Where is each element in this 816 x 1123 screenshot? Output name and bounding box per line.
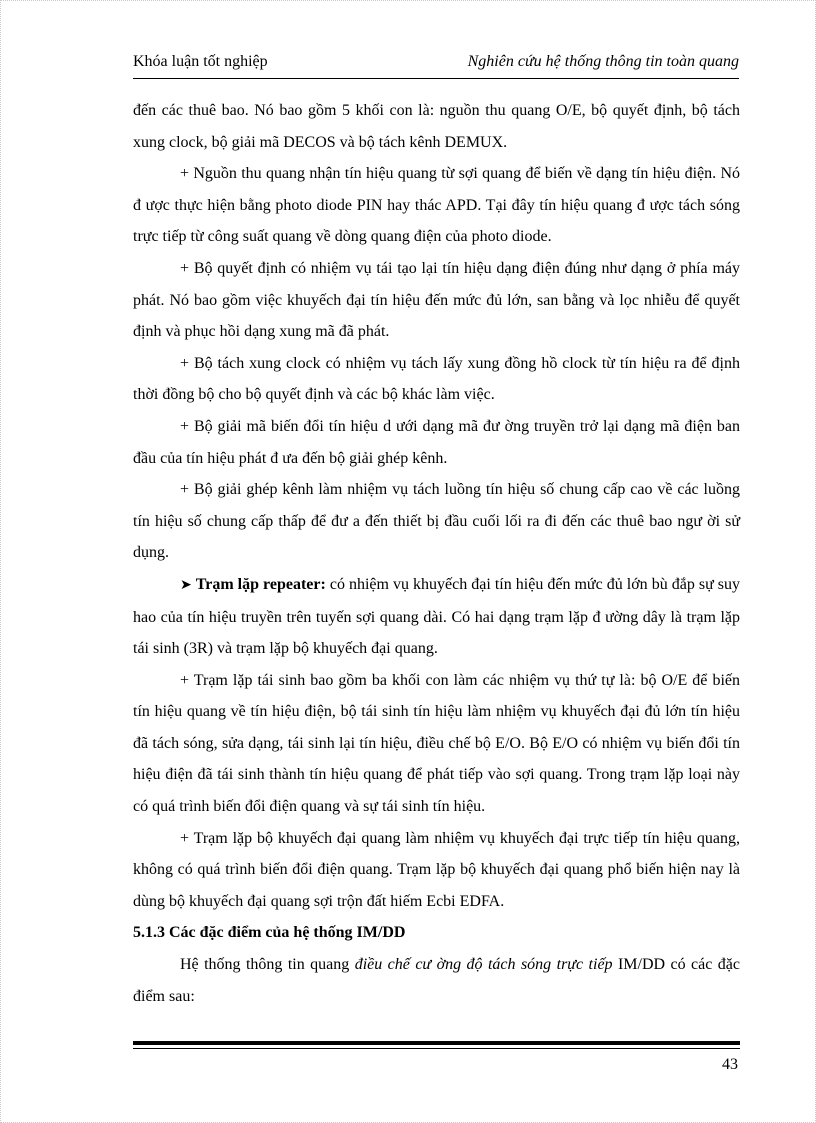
paragraph-10-start: Hệ thống thông tin quang bbox=[180, 956, 355, 974]
header-right-title: Nghiên cứu hệ thống thông tin toàn quang bbox=[467, 53, 739, 70]
paragraph-3: + Bộ quyết định có nhiệm vụ tái tạo lại tín hiệu dạng điện đúng như dạng ở phía máy phát. Nó bao gồm việc khuyếch đại tín hiệu đến mức đủ lớn, san bằng và lọc nhiễu để quyết định và phục hồi dạng xung mã đã phát. bbox=[133, 259, 740, 341]
page-header bbox=[133, 50, 739, 74]
repeater-term: Trạm lặp repeater: bbox=[195, 575, 326, 593]
paragraph-8: + Trạm lặp tái sinh bao gồm ba khối con làm các nhiệm vụ thứ tự là: bộ O/E để biến tín hiệu quang về tín hiệu điện, bộ tái sinh tín hiệu làm nhiệm vụ khuyếch đại đủ lớn tín hiệu đã tách sóng, sửa dạng, tái sinh lại tín hiệu, điều chế bộ E/O. Bộ E/O có nhiệm vụ biến đổi tín hiệu điện đã tái sinh thành tín hiệu quang để phát tiếp vào sợi quang. Trong trạm lặp loại này có quá trình biến đổi điện quang và sự tái sinh tín hiệu. bbox=[133, 671, 740, 816]
paragraph-10-end: IM/DD có các đặc điểm sau: bbox=[133, 956, 740, 1005]
footer-rule-thin bbox=[133, 1048, 740, 1049]
header-rule bbox=[133, 78, 739, 79]
paragraph-5: + Bộ giải mã biến đổi tín hiệu d ưới dạng mã đư ờng truyền trở lại dạng mã điện ban đầu của tín hiệu phát đ ưa đến bộ giải ghép kênh. bbox=[133, 417, 740, 467]
page-number: 43 bbox=[722, 1056, 738, 1073]
paragraph-2: + Nguồn thu quang nhận tín hiệu quang từ sợi quang để biến về dạng tín hiệu điện. Nó đ ược thực hiện bằng photo diode PIN hay thác APD. Tại đây tín hiệu quang đ ược tách sóng trực tiếp từ công suất quang về dòng quang điện của photo diode. bbox=[133, 165, 740, 246]
page-body bbox=[133, 95, 740, 1012]
footer-rule-thick bbox=[133, 1041, 740, 1045]
paragraph-1: đến các thuê bao. Nó bao gồm 5 khối con là: nguồn thu quang O/E, bộ quyết định, bộ tách xung clock, bộ giải mã DECOS và bộ tách kênh DEMUX. bbox=[133, 102, 740, 151]
paragraph-7 bbox=[133, 569, 740, 665]
paragraph-4: + Bộ tách xung clock có nhiệm vụ tách lấy xung đồng hồ clock từ tín hiệu ra để định thời đồng bộ cho bộ quyết định và các bộ khác làm việc. bbox=[133, 354, 740, 404]
arrow-bullet-icon: ➤ bbox=[180, 577, 192, 593]
paragraph-10 bbox=[133, 949, 740, 1012]
section-heading: 5.1.3 Các đặc điểm của hệ thống IM/DD bbox=[133, 924, 406, 942]
paragraph-9: + Trạm lặp bộ khuyếch đại quang làm nhiệm vụ khuyếch đại trực tiếp tín hiệu quang, không có quá trình biến đổi điện quang. Trạm lặp bộ khuyếch đại quang phổ biến hiện nay là dùng bộ khuyếch đại quang sợi trộn đất hiếm Ecbi EDFA. bbox=[133, 829, 740, 910]
paragraph-7-text: có nhiệm vụ khuyếch đại tín hiệu đến mức đủ lớn bù đắp sự suy hao của tín hiệu truyền trên tuyến sợi quang dài. Có hai dạng trạm lặp đ ường dây là trạm lặp tái sinh (3R) và trạm lặp bộ khuyếch đại quang. bbox=[133, 575, 741, 658]
paragraph-6: + Bộ giải ghép kênh làm nhiệm vụ tách luồng tín hiệu số chung cấp cao về các luồng tín hiệu số chung cấp thấp để đư a đến thiết bị đầu cuối lối ra đi đến các thuê bao ngư ời sử dụng. bbox=[133, 481, 740, 562]
header-left-title: Khóa luận tốt nghiệp bbox=[133, 53, 268, 70]
paragraph-10-italic: điều chế cư ờng độ tách sóng trực tiếp bbox=[354, 956, 613, 974]
